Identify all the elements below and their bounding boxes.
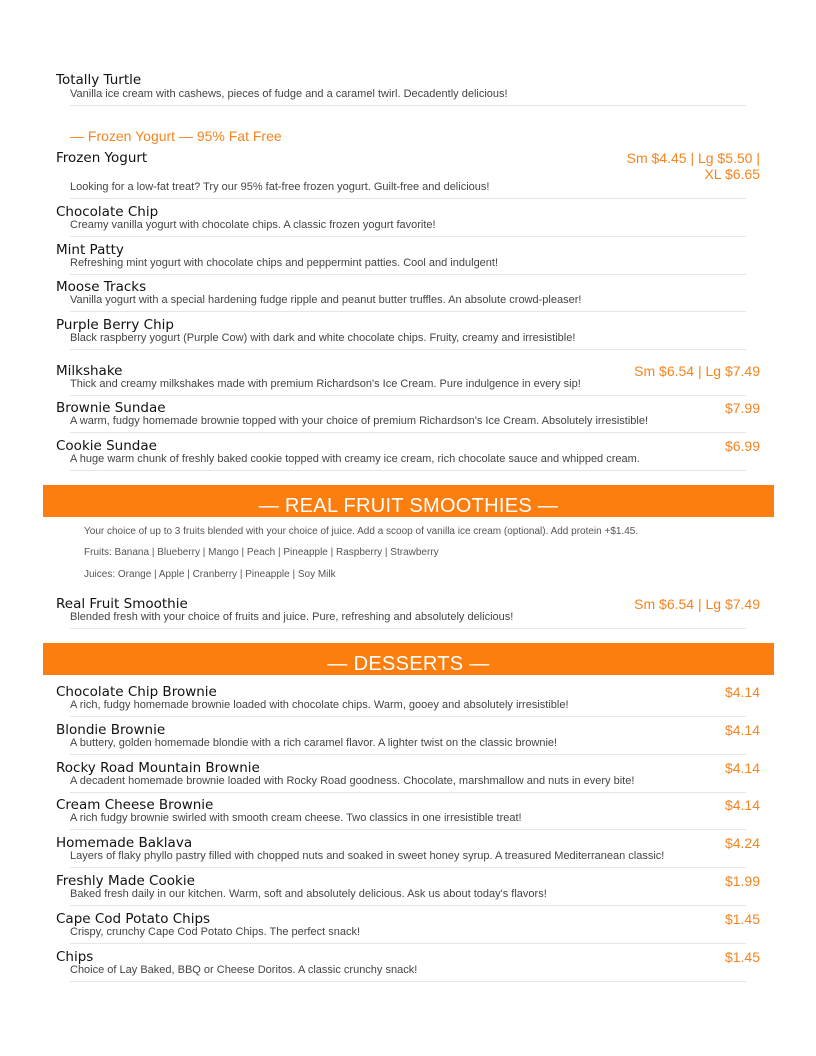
item-name: Cream Cheese Brownie <box>56 797 214 813</box>
item-description: Crispy, crunchy Cape Cod Potato Chips. The perfect snack! <box>70 926 361 938</box>
item-price: $1.45 <box>724 949 760 965</box>
item-name: Cape Cod Potato Chips <box>56 911 211 927</box>
item-description: Black raspberry yogurt (Purple Cow) with dark and white chocolate chips. Fruity, creamy and irresistible! <box>70 332 576 344</box>
item-description: Refreshing mint yogurt with chocolate chips and peppermint patties. Cool and indulgent! <box>70 257 499 269</box>
item-description: Layers of flaky phyllo pastry filled with chopped nuts and soaked in sweet honey syrup. A treasured Mediterranean classic! <box>70 850 665 862</box>
item-name: Mint Patty <box>56 242 124 258</box>
item-name: Purple Berry Chip <box>56 317 174 333</box>
divider <box>70 867 746 868</box>
item-description: A huge warm chunk of freshly baked cookie topped with creamy ice cream, rich chocolate sauce and whipped cream. <box>70 453 640 465</box>
item-price: $4.14 <box>724 760 760 776</box>
section-header-desserts <box>43 643 774 675</box>
divider <box>70 905 746 906</box>
item-description: A warm, fudgy homemade brownie topped with your choice of premium Richardson's Ice Cream. Absolutely irresistible! <box>70 415 649 427</box>
item-price: $4.14 <box>724 797 760 813</box>
item-description: Vanilla yogurt with a special hardening fudge ripple and peanut butter truffles. An absolute crowd-pleaser! <box>70 294 582 306</box>
item-price: $7.99 <box>724 400 760 416</box>
item-description: A buttery, golden homemade blondie with a rich caramel flavor. A lighter twist on the classic brownie! <box>70 737 558 749</box>
divider <box>70 829 746 830</box>
item-price: $4.14 <box>724 722 760 738</box>
item-price: $4.14 <box>724 684 760 700</box>
item-description: A rich, fudgy homemade brownie loaded with chocolate chips. Warm, gooey and absolutely irresistible! <box>70 699 569 711</box>
divider <box>70 943 746 944</box>
item-name: Chocolate Chip Brownie <box>56 684 217 700</box>
divider <box>70 792 746 793</box>
divider <box>70 716 746 717</box>
frozen-yogurt-subheading: — Frozen Yogurt — 95% Fat Free <box>70 128 282 144</box>
item-description: Blended fresh with your choice of fruits and juice. Pure, refreshing and absolutely delicious! <box>70 611 514 623</box>
item-name: Blondie Brownie <box>56 722 166 738</box>
item-price: $4.24 <box>724 835 760 851</box>
item-description: Choice of Lay Baked, BBQ or Cheese Doritos. A classic crunchy snack! <box>70 964 418 976</box>
item-price: Sm $6.54 | Lg $7.49 <box>634 363 760 379</box>
item-price: $6.99 <box>724 438 760 454</box>
item-description: Baked fresh daily in our kitchen. Warm, soft and absolutely delicious. Ask us about today's flavors! <box>70 888 547 900</box>
item-name: Freshly Made Cookie <box>56 873 195 889</box>
item-name: Chips <box>56 949 94 965</box>
item-name: Homemade Baklava <box>56 835 193 851</box>
item-price: $1.45 <box>724 911 760 927</box>
item-name: Milkshake <box>56 363 123 379</box>
item-name: Moose Tracks <box>56 279 147 295</box>
section-header-smoothies <box>43 485 774 517</box>
item-name: Real Fruit Smoothie <box>56 596 188 612</box>
section-title: — DESSERTS — <box>327 653 490 675</box>
item-name: Chocolate Chip <box>56 204 159 220</box>
item-description: Looking for a low-fat treat? Try our 95% fat-free frozen yogurt. Guilt-free and delicious! <box>70 181 490 193</box>
divider <box>70 311 746 312</box>
item-name: Totally Turtle <box>56 72 142 88</box>
item-name: Rocky Road Mountain Brownie <box>56 760 260 776</box>
item-name: Cookie Sundae <box>56 438 157 454</box>
item-description: Vanilla ice cream with cashews, pieces of fudge and a caramel twirl. Decadently delicious! <box>70 88 508 100</box>
divider <box>70 198 746 199</box>
item-price: Sm $6.54 | Lg $7.49 <box>634 596 760 612</box>
divider <box>70 754 746 755</box>
smoothie-fruits: Fruits: Banana | Blueberry | Mango | Peach | Pineapple | Raspberry | Strawberry <box>84 547 439 558</box>
price-line: Sm $4.45 | Lg $5.50 | <box>626 150 760 166</box>
divider <box>70 981 746 982</box>
divider <box>70 432 746 433</box>
item-name: Frozen Yogurt <box>56 150 148 166</box>
item-price: $1.99 <box>724 873 760 889</box>
price-line: XL $6.65 <box>704 166 760 182</box>
item-description: Creamy vanilla yogurt with chocolate chips. A classic frozen yogurt favorite! <box>70 219 436 231</box>
divider <box>70 628 746 629</box>
divider <box>70 349 746 350</box>
smoothie-note: Your choice of up to 3 fruits blended with your choice of juice. Add a scoop of vanilla ice cream (optional). Add protein +$1.45. <box>84 526 639 537</box>
item-description: A decadent homemade brownie loaded with Rocky Road goodness. Chocolate, marshmallow and nuts in every bite! <box>70 775 635 787</box>
divider <box>70 395 746 396</box>
divider <box>70 470 746 471</box>
section-title: — REAL FRUIT SMOOTHIES — <box>258 495 559 517</box>
divider <box>70 105 746 106</box>
item-description: Thick and creamy milkshakes made with premium Richardson's Ice Cream. Pure indulgence in every sip! <box>70 378 581 390</box>
divider <box>70 274 746 275</box>
divider <box>70 236 746 237</box>
item-description: A rich fudgy brownie swirled with smooth cream cheese. Two classics in one irresistible treat! <box>70 812 522 824</box>
item-name: Brownie Sundae <box>56 400 166 416</box>
smoothie-juices: Juices: Orange | Apple | Cranberry | Pineapple | Soy Milk <box>84 569 336 580</box>
item-price <box>627 150 760 182</box>
